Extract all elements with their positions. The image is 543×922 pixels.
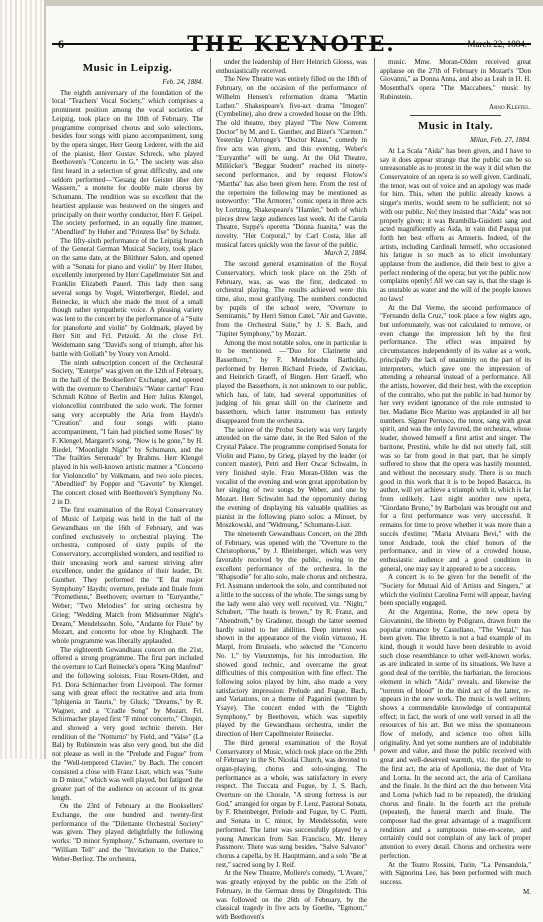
author-signature: Arno Kleffel. — [489, 102, 531, 111]
paragraph: The soiree of the Probst Society was very largely attended on the same date, in the Red Salon of the Crystal Palace. The programme comprised Sonata for Violin and Piano, by Grieg, played by the leader (or concert master), Petri and Herr Oscar Schwalm, in very finished style. Frau Moran-Olden was the vocalist of the evening and won great approbation by her singing of two songs by Weber, and one by Mozart. Herr Schwalm had the opportunity during the evening of displaying his valuable qualities as pianist in the following piano solos: a Minuet, by Moszkowski, and "Widmung," Schumann-Liszt. — [216, 425, 367, 530]
paragraph: The nineteenth Gewandhaus Concert, on the 28th of February, was opened with the "Overture to the Christophorus," by J. Rheinberger, which was very favorably received by the public, owing to the excellent performance of the orchestra. In the "Rhapsodie" for alto solo, male chorus and orchestra, Frl. Assmann undertook the solo, and contributed not a little to the success of the whole. The songs sung by the lady were also very well received, viz. "Night," Schubert, "The heath is brown," by R. Franz, and "Abendroth," by Gradener, though the latter seemed hardly suited to her abilities. Deep interest was shown in the appearance of the violin virtuoso, H. Marpl, from Brussels, who selected the "Concerto No. 1," by Vieuxtemps, for his introduction. He showed good technic, and overcame the great difficulties of this composition with fine effect. The following solos played by him, also made a very satisfactory impression: Prelude and Fugue, Bach, and Variations, on a theme of Paganini (written by Ysaye). The concert ended with the "Eighth Symphony," by Beethoven, which was superbly played by the Gewandhaus orchestra, under the direction of Herr Capellmeister Reinecke. — [216, 529, 367, 739]
article-columns — [52, 58, 531, 921]
column-3 — [374, 58, 531, 896]
paragraph: The ninth subscription concert of the Orchestral Society, "Euterpe" was given on the 12th of February, in the hall of the Booksellers' Exchange, and opened with the overture to Cherubini's "Water carrier" Frau Schmidt Köhne of Berlin and Herr Julius Klengel, violoncellist contributed the solo work. The former sang very acceptably the Aria from Haydn's "Creation" and four songs with piano accompaniment, "I fain had pinched some Roses" by F. Klengel, Margaret's song, "Now is he gone," by H. Riedel, "Moonlight Night" by Schumann, and the "The frailties Serenade" by Brahms. Herr Klengel played in his well-known artistic manner a "Concerto for Violoncello" by Volkmann, and two solo pieces, "Abendlied" by Popper and "Gavotte" by Klengel. The concert closed with Beethoven's Symphony No. 2 in D. — [52, 358, 203, 506]
paragraph: The fifty-sixth performance of the Leipzig branch of the General German Musical Society, took place on the same date, at the Blüthner Salon, and opened with a "Sonata for piano and violin" by Herr Huber, excellently interpreted by Herr Capellmeister Sitt and Franklin Elizabeth Pauerl. This lady then sang several songs by Vogel, Winterberger, Riedel, and Reinecke, in which she made the most of a small though rather sympathetic voice. A pleasing variety was lent to the concert by the performance of a "Suite for pianoforte and violin" by Goldmark, played by Herr Sitt and Frl. Petzold. At the close Frl. Weidemann sang "David's song of triumph, after his battle with Goliath" by Youry von Arnold. — [52, 236, 203, 358]
paragraph: At La Scala "Aida" has been given, and I have to say it does appear strange that the public can be so unreasonable as to protest in the way it did when the Conservatoire of an opera is so well given. Cardinali, the tenor, was out of voice and an apology was made for him. This, when the public already knows a singer's merits, would seem to be sufficient; not so with our public. No! they insisted that "Aida" was not properly given; it was Brambilla-Guidotti sang and acted magnificently as Aida, in vain did Pasqua put forth her best efforts as Amneris. Indeed, of the artists, including Cardinali himself, who occasioned his fatigue is so much as to elicit involuntary applause from the audience, did their best to give a perfect rendering of the opera; but yet the public now complains openly! All we can say is, that the stage is as unstable as water and the will of the people knows no laws! — [380, 146, 531, 303]
article-heading-italy: Music in Italy. — [417, 120, 494, 133]
column-1 — [52, 58, 204, 863]
paragraph: At the New Theatre, Mollere's comedy, "L'Avare," was greatly enjoyed by the public on the 25th of February, in the German dress by Dingelstedt. This was followed on the 26th of February, by the classical tragedy in five acts by Goethe, "Egmont," with Beethoven's — [216, 869, 367, 921]
newspaper-title: THE KEYNOTE. — [187, 31, 396, 56]
paragraph: The eighteenth Gewandhaus concert on the 21st, offered a strong programme. The first part included the overture to Carl Reinecke's opera "King Manfred" and the following soloists, Frau Rosen-Olden, and Frl. Dora Schirmacher from Liverpool. The former sang with great effect the recitative and aria from "Iphigenia in Tauris," by Gluck; "Dreams," by R. Wagner, and a "Cradle Song" by Mozart. Frl. Schirmacher played first "F minor concerto," Chopin, and showed a very good technic therein. Her rendition of the "Notturno" by Field, and "Valse" (La Bal) by Rubinstein was also very good, but she did not please as well in the "Prelude and Fugue" from the "Well-tempered Clavier," by Bach. The concert consisted a close with Franz Liszt, which was "Suite in D minor," which was well played, but fatigued the greater part of the audience on account of its great length. — [52, 645, 204, 802]
masthead — [52, 9, 531, 56]
article-heading-leipzig: Music in Leipzig. — [82, 62, 173, 74]
paragraph: The New Theatre was entirely filled on the 18th of February, on the occasion of the performance of Wilhelm Hensen's reformation drama "Martin Luther." Shakespeare's five-act drama "Imogen" (Cymbeline), also drew a crowded house on the 19th. The old theatre, they played "The New Convent Doctor" by M. and L. Gunther, and Bizet's "Carmen." Yesterday L'Arronge's "Doctor Klaus," comedy in five acts was given, and this evening, Weber's "Euryanthe" will be sung. At the Old Theatre, Millöcker's "Beggar Student" reached its ninety-second performance, and by request Flotow's "Martha" has also been given here. From the rest of the repertoire the following may be mentioned as noteworthy: "The Armorer," comic opera in three acts by Lortzing, Shakespeare's "Hamlet," both of which pieces drew large audiences last week. At the Carola Theatre, Suppé's operetta "Donna Juanita," was the novelty. "Her Corporal," by Carl Costa, like all musical farces quickly won the favor of the public. — [216, 75, 367, 249]
paragraph: under the leadership of Herr Heinrich Gloess, was enthusiastically received. — [216, 58, 367, 75]
scan-top-edge — [0, 0, 543, 6]
paragraph: At the Teatro Rossini, Turin, "La Pensandola," with Signorina Lee, has been performed with much success. — [380, 860, 531, 886]
paragraph: The first examination of the Royal Conservatory of Music of Leipzig was held in the hall of the Gewandhaus on the 16th of February, and was confined exclusively to orchestral playing. The orchestra, composed of sixty pupils of the Conservatory, accomplished wonders, and testified to their unceasing work and earnest striving after excellence, under the guidance of their leader, Dr. Gunther. They performed the "E flat major Symphony" Haydn; overture, prelude and finale from "Prometheus," Beethoven; overture to "Euryanthe," Weber; "Two Melodies" for string orchestra by Grieg; "Wedding March from Midsummer Night's Dream," Mendelssohn. Solo, "Andante for Flute" by Mozart, and concerto for oboe by Klughardt. The whole programme was liberally applauded. — [52, 506, 203, 645]
paragraph: music. Mme. Moran-Olden received great applause on the 27th of February in Mozart's "Don Giovanni," as Donna Anna, and also as Leah in H. H. Mosenthal's opera "The Maccabees," music by Rubinstein. — [380, 58, 531, 101]
page-number: 6 — [58, 37, 64, 51]
dateline: March 2, 1884. — [324, 249, 367, 258]
paragraph: The third general examination of the Royal Conservatory of Music, which took place on the 29th of February in the St. Nicolai Church, was devoted to organ-playing, chorus and solo-singing. The performance as a whole, was satisfactory in every respect. The Toccata and Fugue, by J. S. Bach, Overture on the Chorale, "A strong fortress is our God," arranged for organ by F. Lenz, Pastoral Sonata, by F. Rheinberger, Prelude and Fugue, by C. Piutti, and Sonata in C minor, by Mendelssohn, were performed. The latter was successfully played by a young American from San Francisco, Mr. Henry Passmore. There was sung besides, "Salve Salvator" chorus a capella, by H. Hauptmann, and a solo "Be at rest," sacred song by J. Reif. — [216, 738, 367, 869]
paragraph: Among the most notable solos, one in particular is to be mentioned. —"Duo for Clarinette and Bassethorn," by F. Mendelssohn Bartholdy, performed by Herren Richard Friede, of Zwickau, and Heinrich Graeff, of Bingen. Herr Graeff, who played the Bassethorn, is not unknown to our public, which has, of late, had several opportunities of judging of his great skill on the clarinette and bassethorn, which latter instrument has entirely disappeared from the orchestra. — [216, 338, 367, 425]
issue-date: March 22, 1884. — [467, 39, 527, 49]
paragraph: At the Dal Verme, the second performance of "Fernando della Cruz," took place a few nights ago, but unfortunately, was not calculated to remove, or even change the impression left by the first performance. The effect was impaired by circumstances independently of its value as a work, principally the lack of unanimity on the part of its interpreters, which gave one the impression of attending a rehearsal instead of a performance. All the artists, however, did their best, with the exception of the contralto, who put the public in bad humor by her very evident ignorance of the role entrusted to her. Madame Bice Marino was applauded in all her numbers. Signor Perrusco, the tenor, sang with great spirit, and was the only favored, the orchestra, whose leader, showed himself a first artist and singer. The baritone, Prestini, while he did not utterly fail, still was so far from good in that part, that he simply suffered to show that the opera was hastily mounted, and without the necessary study. There is so much good in this work that it is to be hoped Basacca, its author, will yet achieve a triumph with it, which is far from unlikely. Last night another new opera, "Giordano Bruno," by Barbolani was brought out and for a first performance was very successful. It remains for time to prove whether it was more than a succès d'estime; "Maria Alvisara Bevi," with the tenor Andrade, took the chief honors of the performance, and in view of a crowded house, enthusiastic audience and a good condition in general, one may say it appeared to be a success. — [380, 303, 531, 573]
paragraph: At the Argentina, Rome, the new opera by Giovannini, the libretto by Poligrato, drawn from the popular romance by Castellano, "The Vestal," has been given. The libretto is not a bad example of its kind, though it would have been desirable to avoid such close resemblance to other well-known works, as are indicated in some of its situations. We have a good deal of the terrible, the barbarian, the ferocious element in which "Aida" reveals, and likewise the "torrents of blood" in the third act of the latter, re-appears in the new work. The music is well written; shows a commendable knowledge of contrapuntal effect; in fact, the work of one well versed in all the resources of his art. But we miss the spontaneous flow of melody, and science too often kills originality. And yet some numbers are of indubitable power and value, and those the public received with great and well-deserved warmth, viz.: the prelude to the first act, the aria of Apollonia, the duet of Vita and Lorna. In the second act, the aria of Caroliana and the finale. In the third act the duo between Vita and Lorna (which had to be repeated), the drinking chorus and finale. In the fourth act the prelude (repeated), the funeral march and finale. The composer had the great advantage of a magnificent rendition and a sumptuous mise-en-scene, and certainly could not complain of any lack of proper attention to every detail. Chorus and orchestra were perfection. — [380, 608, 531, 860]
page-binding — [0, 0, 46, 759]
paragraph: The eighth anniversary of the foundation of the local "Teachers' Vocal Society," which comprises a prominent position among the vocal societies of Leipzig, took place on the 10th of February. The programme comprised chorus and solo selections, besides four songs with piano accompaniment, sung by the opera singer, Herr Georg Lederer, with the aid of the pianist, Herr Gustav Schreck, who played Beethoven's "Concerto in G." The society was also first heard in a selection of great difficulty, and one seldom performed—"Gesang der Geister über den Wassern," a motette for double male chorus by Schumann. The rendition was so excellent that the heartiest applause was bestowed on the singers and principally on their worthy conductor, Herr F. Geipel. The society performed, in an equally fine manner, "Abendlied" by Huber and "Prinzess Ilse" by Schulz. — [52, 88, 203, 236]
column-2 — [210, 58, 367, 921]
paragraph: On the 23rd of February at the Booksellers' Exchange, the one hundred and twenty-first performance of the "Dilettante Orchestral Society" was given. They played delightfully the following works: "D minor Symphony," Schumann, overture to "William Tell" and the "Invitation to the Dance," Weber-Berlioz. The orchestra, — [52, 802, 203, 863]
paragraph: The second general examination of the Royal Conservatory, which took place on the 25th of February, was, as was the first, dedicated to orchestral playing. The results achieved were this time, also, most gratifying. The numbers conducted by pupils of the school were, "Overture to Semiramis," by Herri Simon Catel, "Air and Gavotte, from the Orchestral Suite," by J. S. Bach, and "Jupiter Symphony," by Mozart. — [216, 260, 367, 338]
author-signature: M. — [523, 887, 531, 896]
dateline: Milan, Feb. 27, 1884. — [470, 136, 531, 145]
section-divider — [410, 115, 501, 116]
dateline: Feb. 24, 1884. — [162, 78, 203, 86]
paragraph: A concert is to be given for the benefit of the "Society for Mutual Aid of Artists and Singers," at which the violinist Carolina Ferni will appear, having been specially engaged. — [380, 573, 531, 608]
